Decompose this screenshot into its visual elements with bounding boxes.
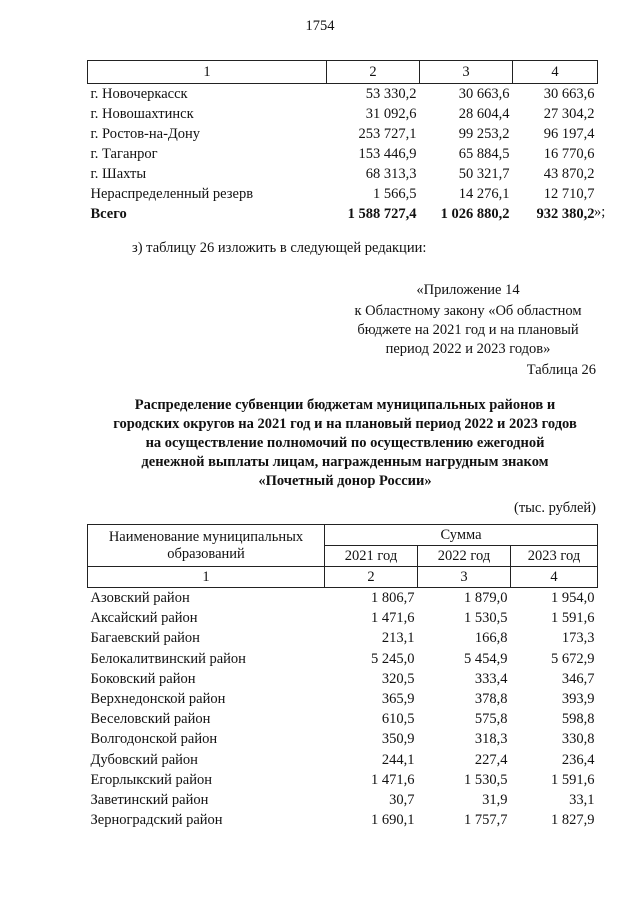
table-label: Таблица 26 bbox=[526, 362, 596, 378]
total-v3: 932 380,2 bbox=[536, 206, 595, 222]
row-value: 16 770,6 bbox=[543, 146, 595, 162]
row-value: 65 884,5 bbox=[458, 146, 510, 162]
num-4: 4 bbox=[511, 567, 598, 588]
table-row bbox=[88, 164, 598, 184]
year-2021: 2021 год bbox=[325, 546, 418, 567]
title-line: на осуществление полномочий по осуществлению ежегодной bbox=[145, 435, 545, 451]
row-value: 350,9 bbox=[381, 731, 415, 748]
appendix-line3: бюджете на 2021 год и на плановый bbox=[357, 322, 579, 338]
col-1: 1 bbox=[88, 61, 327, 84]
row-value: 31 092,6 bbox=[365, 106, 417, 122]
year-2022: 2022 год bbox=[418, 546, 511, 567]
row-value: 378,8 bbox=[474, 691, 508, 708]
row-value: 244,1 bbox=[381, 751, 415, 768]
row-value: 318,3 bbox=[474, 731, 508, 748]
row-value: 253 727,1 bbox=[358, 126, 417, 142]
header-numbers-row bbox=[88, 567, 598, 588]
row-value: 1 757,7 bbox=[464, 812, 508, 829]
num-2: 2 bbox=[325, 567, 418, 588]
row-value: 173,3 bbox=[561, 630, 595, 647]
row-value: 43 870,2 bbox=[543, 166, 595, 182]
table-continued bbox=[87, 60, 598, 224]
appendix-line1: «Приложение 14 bbox=[416, 282, 520, 298]
row-name: г. Ростов-на-Дону bbox=[90, 126, 201, 142]
row-value: 320,5 bbox=[381, 670, 415, 687]
title-line: Распределение субвенции бюджетам муниципальных районов и bbox=[134, 397, 556, 413]
header-row-1 bbox=[88, 525, 598, 546]
row-value: 30 663,6 bbox=[543, 86, 595, 102]
row-value: 1 591,6 bbox=[551, 771, 595, 788]
row-value: 598,8 bbox=[561, 711, 595, 728]
col-2: 2 bbox=[327, 61, 420, 84]
title-line: «Почетный донор России» bbox=[258, 473, 432, 489]
row-name: г. Шахты bbox=[90, 166, 147, 182]
appendix-line4: период 2022 и 2023 годов» bbox=[385, 341, 551, 357]
row-value: 346,7 bbox=[561, 670, 595, 687]
year-2023: 2023 год bbox=[511, 546, 598, 567]
row-name: Зерноградский район bbox=[90, 812, 223, 829]
row-value: 1 471,6 bbox=[371, 610, 415, 627]
row-name: г. Таганрог bbox=[90, 146, 158, 162]
total-label: Всего bbox=[90, 206, 127, 222]
row-value: 365,9 bbox=[381, 691, 415, 708]
row-value: 50 321,7 bbox=[458, 166, 510, 182]
row-name: Волгодонской район bbox=[90, 731, 218, 748]
subvention-table bbox=[87, 524, 598, 830]
row-name: Дубовский район bbox=[90, 751, 198, 768]
table-row bbox=[88, 184, 598, 204]
row-value: 333,4 bbox=[474, 670, 508, 687]
row-value: 30,7 bbox=[389, 791, 415, 808]
row-value: 30 663,6 bbox=[458, 86, 510, 102]
row-name: Веселовский район bbox=[90, 711, 211, 728]
row-value: 166,8 bbox=[474, 630, 508, 647]
row-value: 53 330,2 bbox=[365, 86, 417, 102]
table-row bbox=[88, 709, 598, 729]
row-value: 330,8 bbox=[561, 731, 595, 748]
row-value: 227,4 bbox=[474, 751, 508, 768]
total-row bbox=[88, 204, 598, 224]
row-value: 5 245,0 bbox=[371, 650, 415, 667]
row-value: 14 276,1 bbox=[458, 186, 510, 202]
total-v2: 1 026 880,2 bbox=[440, 206, 510, 222]
table-header-row bbox=[88, 61, 598, 84]
row-value: 5 454,9 bbox=[464, 650, 508, 667]
row-value: 12 710,7 bbox=[543, 186, 595, 202]
row-value: 1 530,5 bbox=[464, 610, 508, 627]
row-name: г. Новочеркасск bbox=[90, 86, 188, 102]
table-row bbox=[88, 689, 598, 709]
row-value: 153 446,9 bbox=[358, 146, 417, 162]
row-value: 96 197,4 bbox=[543, 126, 595, 142]
col-4: 4 bbox=[513, 61, 598, 84]
row-value: 99 253,2 bbox=[458, 126, 510, 142]
table-row bbox=[88, 628, 598, 648]
table-row bbox=[88, 649, 598, 669]
table-row bbox=[88, 750, 598, 770]
table-row bbox=[88, 124, 598, 144]
row-name: г. Новошахтинск bbox=[90, 106, 194, 122]
row-value: 610,5 bbox=[381, 711, 415, 728]
num-1: 1 bbox=[88, 567, 325, 588]
table-row bbox=[88, 790, 598, 810]
table-row bbox=[88, 608, 598, 628]
col-3: 3 bbox=[420, 61, 513, 84]
row-value: 33,1 bbox=[569, 791, 595, 808]
table-row bbox=[88, 810, 598, 830]
row-value: 1 954,0 bbox=[551, 590, 595, 607]
row-name: Заветинский район bbox=[90, 791, 209, 808]
table-title bbox=[100, 396, 590, 491]
row-value: 1 591,6 bbox=[551, 610, 595, 627]
row-value: 213,1 bbox=[381, 630, 415, 647]
instruction-text: з) таблицу 26 изложить в следующей редакции: bbox=[132, 240, 427, 256]
row-value: 1 530,5 bbox=[464, 771, 508, 788]
row-name: Верхнедонской район bbox=[90, 691, 226, 708]
row-value: 27 304,2 bbox=[543, 106, 595, 122]
table-row bbox=[88, 588, 598, 609]
row-name: Багаевский район bbox=[90, 630, 200, 647]
row-name: Боковский район bbox=[90, 670, 196, 687]
num-3: 3 bbox=[418, 567, 511, 588]
table-row bbox=[88, 770, 598, 790]
table-row bbox=[88, 104, 598, 124]
row-name: Белокалитвинский район bbox=[90, 650, 246, 667]
row-value: 5 672,9 bbox=[551, 650, 595, 667]
row-value: 1 806,7 bbox=[371, 590, 415, 607]
title-line: денежной выплаты лицам, награжденным нагрудным знаком bbox=[141, 454, 549, 470]
table-row bbox=[88, 669, 598, 689]
total-tail: »; bbox=[594, 204, 606, 220]
row-name: Егорлыкский район bbox=[90, 771, 212, 788]
row-value: 1 471,6 bbox=[371, 771, 415, 788]
col-name-header: Наименование муниципальных образований bbox=[88, 525, 325, 567]
page-number: 1754 bbox=[305, 18, 335, 34]
row-value: 68 313,3 bbox=[365, 166, 417, 182]
col-sum-header: Сумма bbox=[325, 525, 598, 546]
appendix-line2: к Областному закону «Об областном bbox=[354, 303, 582, 319]
total-v1: 1 588 727,4 bbox=[347, 206, 417, 222]
row-value: 1 827,9 bbox=[551, 812, 595, 829]
row-value: 1 879,0 bbox=[464, 590, 508, 607]
row-value: 393,9 bbox=[561, 691, 595, 708]
row-value: 1 566,5 bbox=[373, 186, 417, 202]
table-row bbox=[88, 84, 598, 105]
row-value: 575,8 bbox=[474, 711, 508, 728]
title-line: городских округов на 2021 год и на плановый период 2022 и 2023 годов bbox=[113, 416, 577, 432]
row-name: Нераспределенный резерв bbox=[90, 186, 254, 202]
row-value: 1 690,1 bbox=[371, 812, 415, 829]
table-row bbox=[88, 729, 598, 749]
row-value: 28 604,4 bbox=[458, 106, 510, 122]
table-row bbox=[88, 144, 598, 164]
row-value: 236,4 bbox=[561, 751, 595, 768]
row-value: 31,9 bbox=[482, 791, 508, 808]
row-name: Азовский район bbox=[90, 590, 190, 607]
units-label: (тыс. рублей) bbox=[514, 500, 596, 516]
row-name: Аксайский район bbox=[90, 610, 198, 627]
